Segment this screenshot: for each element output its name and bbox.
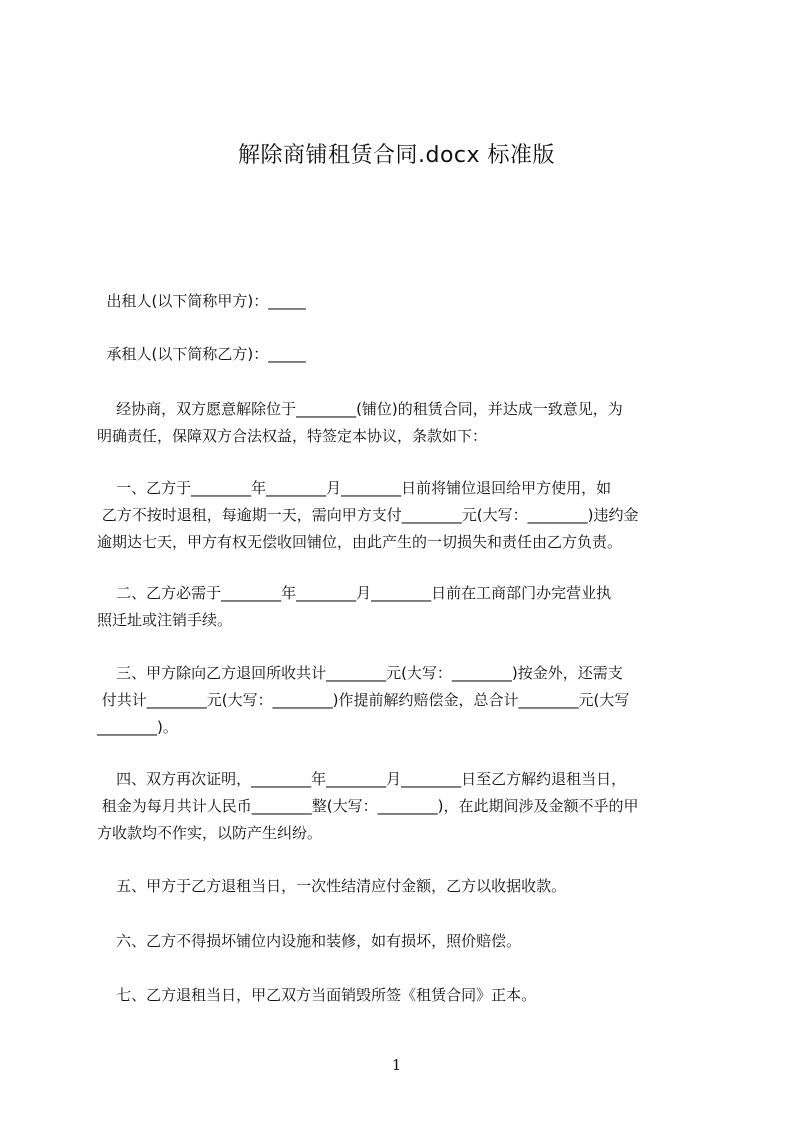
clause-line: 乙方不按时退租，每逾期一天，需向甲方支付________元(大写：________)违约金 — [97, 506, 639, 524]
clause-1 — [97, 475, 707, 556]
document-title: 解除商铺租赁合同.docx 标准版 — [237, 143, 556, 168]
clause-5 — [97, 873, 707, 900]
intro-line: 明确责任，保障双方合法权益，特签定本协议，条款如下： — [97, 427, 488, 445]
clause-7 — [97, 982, 707, 1009]
clause-line: 付共计________元(大写：________)作提前解约赔偿金，总合计________元(大写 — [97, 691, 630, 709]
clause-line: 四、双方再次证明，________年________月________日至乙方解约退租当日， — [97, 770, 627, 788]
clause-6 — [97, 928, 707, 955]
clause-4 — [97, 766, 707, 847]
clause-line: 逾期达七天，甲方有权无偿收回铺位，由此产生的一切损失和责任由乙方负责。 — [97, 533, 623, 551]
lessee-line — [97, 341, 707, 368]
clause-line: 六、乙方不得损坏铺位内设施和装修，如有损坏，照价赔偿。 — [97, 932, 522, 950]
clause-line: 三、甲方除向乙方退回所收共计________元(大写：________)按金外，还需支 — [97, 664, 623, 682]
clause-line: ________)。 — [97, 718, 178, 736]
clause-2 — [97, 580, 707, 634]
lessor-line — [97, 288, 707, 315]
intro-paragraph — [97, 396, 707, 450]
clause-line: 一、乙方于________年________月________日前将铺位退回给甲方使用，如 — [97, 479, 612, 497]
lessee-text: 承租人(以下简称乙方)：_____ — [97, 345, 306, 363]
clause-line: 二、乙方必需于________年________月________日前在工商部门办完营业执 — [97, 584, 612, 602]
lessor-text: 出租人(以下简称甲方)：_____ — [97, 292, 306, 310]
page-number: 1 — [391, 1056, 402, 1074]
clause-line: 照迁址或注销手续。 — [97, 611, 233, 629]
clause-line: 方收款均不作实，以防产生纠纷。 — [97, 824, 323, 842]
intro-line: 经协商，双方愿意解除位于________(铺位)的租赁合同，并达成一致意见，为 — [97, 400, 623, 418]
clause-3 — [97, 660, 707, 741]
clause-line: 五、甲方于乙方退租当日，一次性结清应付金额，乙方以收据收款。 — [97, 877, 567, 895]
clause-line: 七、乙方退租当日，甲乙双方当面销毁所签《租赁合同》正本。 — [97, 986, 537, 1004]
clause-line: 租金为每月共计人民币________整(大写：________)，在此期间涉及金额不乎的甲 — [97, 797, 639, 815]
